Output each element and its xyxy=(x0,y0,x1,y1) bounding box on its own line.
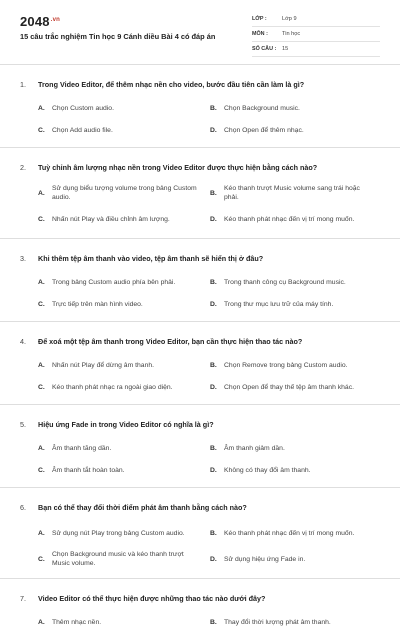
option-text: Sử dụng hiệu ứng Fade in. xyxy=(224,555,306,563)
option-text: Trực tiếp trên màn hình video. xyxy=(52,300,143,308)
option-letter: B. xyxy=(210,618,217,626)
answer-option[interactable] xyxy=(38,97,210,119)
option-letter: B. xyxy=(210,444,217,452)
option-letter: C. xyxy=(38,215,45,223)
option-text: Nhấn nút Play và điều chỉnh âm lượng. xyxy=(52,215,170,223)
answer-option[interactable] xyxy=(210,180,382,206)
meta-info-table xyxy=(252,12,380,57)
option-letter: D. xyxy=(210,555,217,563)
question-item xyxy=(0,64,400,147)
option-letter: A. xyxy=(38,529,45,537)
answer-options xyxy=(38,437,380,481)
question-list xyxy=(0,64,400,639)
question-text: Khi thêm tệp âm thanh vào video, tệp âm thanh sẽ hiển thị ở đâu? xyxy=(38,254,264,263)
answer-option[interactable] xyxy=(210,97,382,119)
meta-label: SỐ CÂU : xyxy=(252,46,277,52)
option-letter: C. xyxy=(38,466,45,474)
answer-option[interactable] xyxy=(38,520,210,546)
option-text: Nhấn nút Play để dừng âm thanh. xyxy=(52,361,155,369)
question-text: Hiệu ứng Fade in trong Video Editor có nghĩa là gì? xyxy=(38,420,214,429)
option-text: Kéo thanh trượt Music volume sang trái hoặc phải. xyxy=(224,185,360,201)
question-number: 6. xyxy=(20,503,26,512)
option-letter: D. xyxy=(210,383,217,391)
option-text: Thay đổi thời lượng phát âm thanh. xyxy=(224,618,331,626)
answer-option[interactable] xyxy=(210,546,382,572)
option-text: Kéo thanh phát nhạc đến vị trí mong muốn. xyxy=(224,529,355,537)
question-number: 1. xyxy=(20,80,26,89)
answer-option[interactable] xyxy=(38,376,210,398)
option-letter: D. xyxy=(210,126,217,134)
option-text: Sử dụng nút Play trong bảng Custom audio. xyxy=(52,529,185,537)
answer-option[interactable] xyxy=(38,354,210,376)
question-text: Video Editor có thể thực hiện được những thao tác nào dưới đây? xyxy=(38,594,266,603)
answer-option[interactable] xyxy=(210,293,382,315)
option-letter: A. xyxy=(38,278,45,286)
answer-option[interactable] xyxy=(38,437,210,459)
option-letter: C. xyxy=(38,300,45,308)
answer-option[interactable] xyxy=(38,293,210,315)
option-letter: B. xyxy=(210,278,217,286)
option-text: Âm thanh tắt hoàn toàn. xyxy=(52,466,125,474)
answer-option[interactable] xyxy=(210,520,382,546)
option-text: Thêm nhạc nền. xyxy=(52,618,102,626)
question-text: Bạn có thể thay đổi thời điểm phát âm thanh bằng cách nào? xyxy=(38,503,247,512)
answer-options xyxy=(38,97,380,141)
option-letter: A. xyxy=(38,361,45,369)
answer-option[interactable] xyxy=(210,354,382,376)
answer-option[interactable] xyxy=(38,119,210,141)
meta-label: MÔN : xyxy=(252,31,268,37)
option-letter: D. xyxy=(210,466,217,474)
option-letter: A. xyxy=(38,444,45,452)
option-text: Âm thanh tăng dần. xyxy=(52,444,112,452)
question-number: 3. xyxy=(20,254,26,263)
meta-row-grade xyxy=(252,12,380,27)
option-letter: B. xyxy=(210,189,217,197)
option-text: Âm thanh giảm dần. xyxy=(224,444,285,452)
question-item xyxy=(0,487,400,578)
document-title: 15 câu trắc nghiệm Tin học 9 Cánh diều Bài 4 có đáp án xyxy=(20,32,216,41)
meta-label: LỚP : xyxy=(252,16,267,22)
question-number: 7. xyxy=(20,594,26,603)
page-header xyxy=(0,0,400,62)
question-number: 2. xyxy=(20,163,26,172)
option-letter: B. xyxy=(210,361,217,369)
answer-option[interactable] xyxy=(210,611,382,633)
option-text: Chọn Custom audio. xyxy=(52,104,114,112)
meta-value: 15 xyxy=(282,46,289,52)
answer-options xyxy=(38,180,380,232)
answer-options xyxy=(38,611,380,633)
site-logo[interactable]: $2048^{.vn}$ xyxy=(20,14,61,29)
answer-options xyxy=(38,354,380,398)
option-text: Trong bảng Custom audio phía bên phải. xyxy=(52,278,176,286)
question-item xyxy=(0,404,400,487)
answer-option[interactable] xyxy=(38,611,210,633)
answer-option[interactable] xyxy=(210,437,382,459)
option-letter: C. xyxy=(38,555,45,563)
question-text: Để xoá một tệp âm thanh trong Video Editor, bạn cần thực hiện thao tác nào? xyxy=(38,337,303,346)
question-item xyxy=(0,578,400,639)
option-letter: B. xyxy=(210,529,217,537)
question-text: Trong Video Editor, để thêm nhạc nền cho video, bước đầu tiên cần làm là gì? xyxy=(38,80,305,89)
question-text: Tuỳ chỉnh âm lượng nhạc nền trong Video Editor được thực hiện bằng cách nào? xyxy=(38,163,318,172)
option-letter: A. xyxy=(38,104,45,112)
option-text: Không có thay đổi âm thanh. xyxy=(224,466,311,474)
answer-option[interactable] xyxy=(38,180,210,206)
option-text: Trong thanh công cụ Background music. xyxy=(224,278,346,286)
option-text: Chọn Add audio file. xyxy=(52,126,113,134)
option-letter: B. xyxy=(210,104,217,112)
question-item xyxy=(0,147,400,238)
answer-options xyxy=(38,271,380,315)
option-letter: A. xyxy=(38,618,45,626)
question-number: 4. xyxy=(20,337,26,346)
answer-option[interactable] xyxy=(38,546,210,572)
option-letter: D. xyxy=(210,215,217,223)
answer-option[interactable] xyxy=(210,459,382,481)
answer-option[interactable] xyxy=(38,206,210,232)
answer-option[interactable] xyxy=(38,459,210,481)
option-letter: C. xyxy=(38,126,45,134)
answer-options xyxy=(38,520,380,572)
meta-row-count xyxy=(252,42,380,57)
option-text: Chọn Background music và kéo thanh trượt Music volume. xyxy=(52,551,184,567)
option-letter: C. xyxy=(38,383,45,391)
answer-option[interactable] xyxy=(210,271,382,293)
meta-value: Lớp 9 xyxy=(282,16,297,22)
option-text: Chọn Background music. xyxy=(224,104,300,112)
option-text: Sử dụng biểu tượng volume trong bảng Custom audio. xyxy=(52,185,197,201)
option-text: Kéo thanh phát nhạc ra ngoài giao diện. xyxy=(52,383,173,391)
option-text: Chọn Remove trong bảng Custom audio. xyxy=(224,361,348,369)
meta-value: Tin học xyxy=(282,31,301,37)
answer-option[interactable] xyxy=(210,206,382,232)
question-item xyxy=(0,238,400,321)
option-letter: D. xyxy=(210,300,217,308)
option-text: Trong thư mục lưu trữ của máy tính. xyxy=(224,300,334,308)
option-text: Chọn Open để thêm nhạc. xyxy=(224,126,304,134)
option-letter: A. xyxy=(38,189,45,197)
question-number: 5. xyxy=(20,420,26,429)
meta-row-subject xyxy=(252,27,380,42)
question-item xyxy=(0,321,400,404)
option-text: Kéo thanh phát nhạc đến vị trí mong muốn. xyxy=(224,215,355,223)
answer-option[interactable] xyxy=(210,119,382,141)
answer-option[interactable] xyxy=(38,271,210,293)
option-text: Chọn Open để thay thế tệp âm thanh khác. xyxy=(224,383,354,391)
answer-option[interactable] xyxy=(210,376,382,398)
